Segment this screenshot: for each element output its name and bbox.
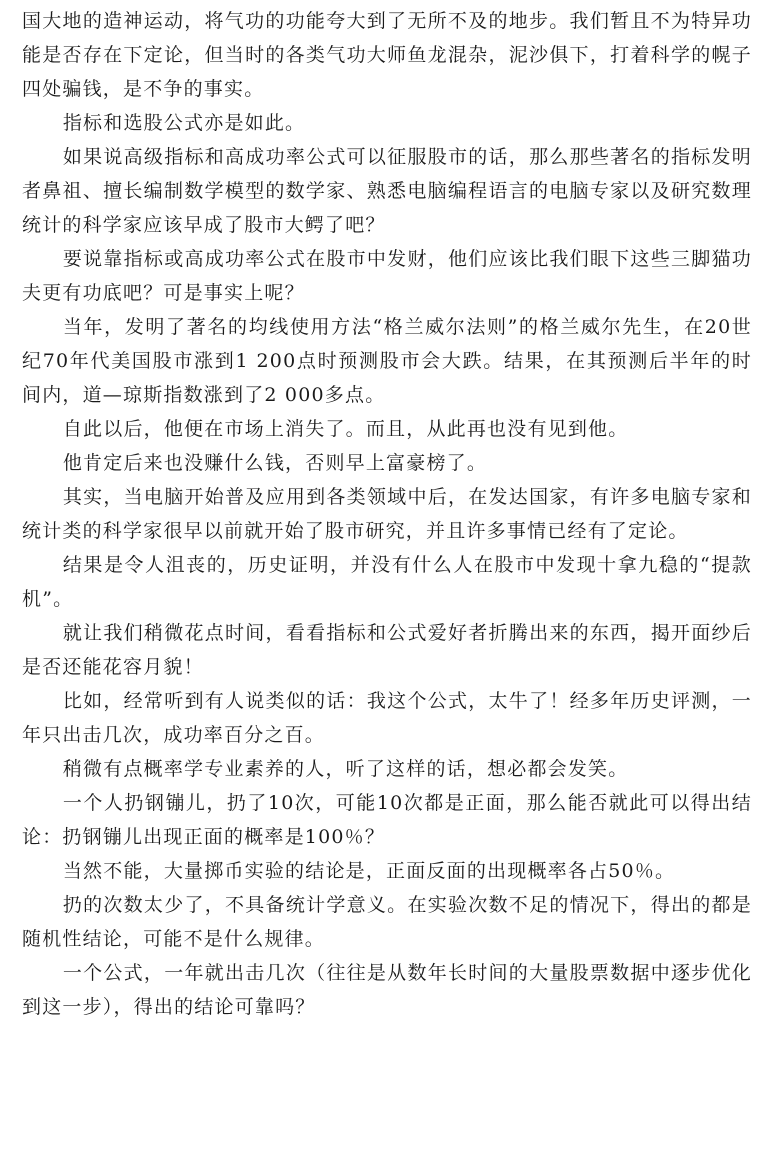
paragraph-1: 国大地的造神运动，将气功的功能夸大到了无所不及的地步。我们暂且不为特异功能是否存在下定论，但当时的各类气功大师鱼龙混杂，泥沙俱下，打着科学的幌子四处骗钱，是不争的事实。 [22, 10, 752, 100]
paragraph-8: 其实，当电脑开始普及应用到各类领域中后，在发达国家，有许多电脑专家和统计类的科学家很早以前就开始了股市研究，并且许多事情已经有了定论。 [22, 486, 752, 542]
paragraph-14: 当然不能，大量掷币实验的结论是，正面反面的出现概率各占50％。 [62, 860, 676, 882]
paragraph-3: 如果说高级指标和高成功率公式可以征服股市的话，那么那些著名的指标发明者鼻祖、擅长编制数学模型的数学家、熟悉电脑编程语言的电脑专家以及研究数理统计的科学家应该早成了股市大鳄了吧？ [22, 146, 752, 236]
paragraph-11: 比如，经常听到有人说类似的话：我这个公式，太牛了！经多年历史评测，一年只出击几次，成功率百分之百。 [22, 690, 752, 746]
paragraph-2: 指标和选股公式亦是如此。 [62, 112, 306, 134]
paragraph-16: 一个公式，一年就出击几次（往往是从数年长时间的大量股票数据中逐步优化到这一步），得出的结论可靠吗？ [22, 962, 752, 1018]
paragraph-10: 就让我们稍微花点时间，看看指标和公式爱好者折腾出来的东西，揭开面纱后是否还能花容月貌！ [22, 622, 752, 678]
paragraph-15: 扔的次数太少了，不具备统计学意义。在实验次数不足的情况下，得出的都是随机性结论，可能不是什么规律。 [22, 894, 752, 950]
paragraph-4: 要说靠指标或高成功率公式在股市中发财，他们应该比我们眼下这些三脚猫功夫更有功底吧？可是事实上呢？ [22, 248, 752, 304]
paragraph-6: 自此以后，他便在市场上消失了。而且，从此再也没有见到他。 [62, 418, 629, 440]
paragraph-13: 一个人扔钢镚儿，扔了10次，可能10次都是正面，那么能否就此可以得出结论：扔钢镚儿出现正面的概率是100％？ [22, 792, 752, 848]
paragraph-5: 当年，发明了著名的均线使用方法“格兰威尔法则”的格兰威尔先生，在20世纪70年代美国股市涨到1 200点时预测股市会大跌。结果，在其预测后半年的时间内，道—琼斯指数涨到了2 000多点。 [22, 316, 752, 406]
paragraph-12: 稍微有点概率学专业素养的人，听了这样的话，想必都会发笑。 [62, 758, 629, 780]
book-page [22, 4, 752, 1024]
paragraph-7: 他肯定后来也没赚什么钱，否则早上富豪榜了。 [62, 452, 488, 474]
paragraph-9: 结果是令人沮丧的，历史证明，并没有什么人在股市中发现十拿九稳的“提款机”。 [22, 554, 752, 610]
